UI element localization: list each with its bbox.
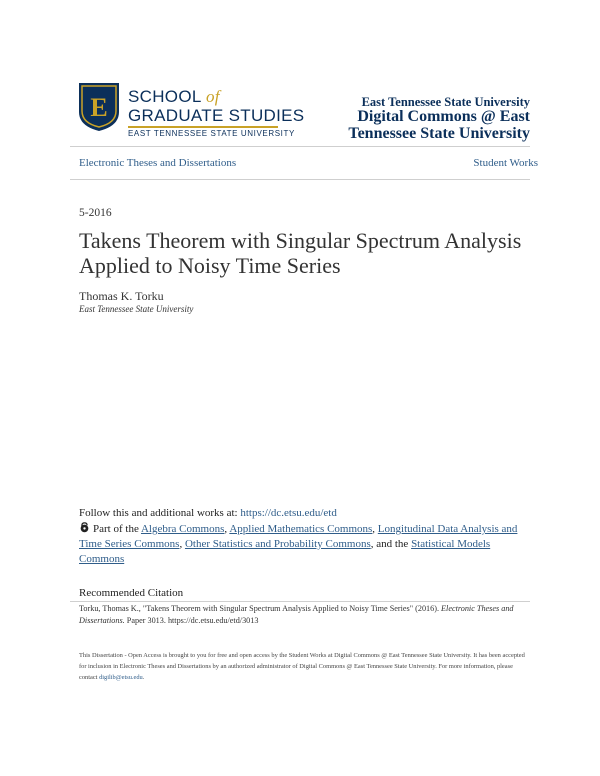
follow-label: Follow this and additional works at: bbox=[79, 507, 238, 519]
separator: , bbox=[372, 523, 376, 535]
contact-email-link[interactable]: digilib@etsu.edu bbox=[99, 674, 143, 681]
etd-link[interactable]: https://dc.etsu.edu/etd bbox=[240, 507, 337, 519]
citation-main: Torku, Thomas K., "Takens Theorem with Singular Spectrum Analysis Applied to Noisy Time Series" (2016). bbox=[79, 604, 439, 613]
logo-university: EAST TENNESSEE STATE UNIVERSITY bbox=[128, 129, 295, 138]
separator: , bbox=[179, 538, 183, 550]
citation-divider bbox=[70, 601, 530, 602]
follow-line bbox=[79, 507, 337, 519]
citation-journal: Electronic Theses and Dissertations. bbox=[79, 604, 514, 625]
author-name: Thomas K. Torku bbox=[79, 289, 164, 303]
logo-school-of bbox=[128, 87, 220, 107]
citation-heading: Recommended Citation bbox=[79, 587, 184, 599]
logo-of-text: of bbox=[206, 87, 220, 106]
applied-mathematics-commons-link[interactable]: Applied Mathematics Commons bbox=[229, 523, 373, 535]
breadcrumb-theses[interactable]: Electronic Theses and Dissertations bbox=[79, 157, 237, 169]
shield-letter: E bbox=[90, 93, 108, 122]
longitudinal-data-commons-link[interactable]: Longitudinal Data Analysis and Time Series Commons bbox=[79, 523, 518, 550]
algebra-commons-link[interactable]: Algebra Commons bbox=[140, 523, 225, 535]
publication-date: 5-2016 bbox=[79, 207, 112, 219]
citation-text bbox=[79, 603, 529, 627]
separator: , bbox=[224, 523, 228, 535]
open-access-icon bbox=[79, 522, 90, 533]
part-of-prefix: Part of the bbox=[93, 523, 139, 535]
document-title: Takens Theorem with Singular Spectrum Analysis Applied to Noisy Time Series bbox=[79, 228, 522, 278]
citation-tail: Paper 3013. https://dc.etsu.edu/etd/3013 bbox=[126, 616, 259, 625]
access-notice bbox=[79, 650, 529, 683]
breadcrumb-divider bbox=[70, 179, 530, 180]
etsu-shield-icon bbox=[78, 82, 120, 132]
period: . bbox=[142, 674, 145, 681]
other-statistics-commons-link[interactable]: Other Statistics and Probability Commons bbox=[184, 538, 371, 550]
institution-name: East Tennessee State University bbox=[361, 95, 530, 109]
header-divider bbox=[70, 146, 530, 147]
logo-school-text: SCHOOL bbox=[128, 87, 201, 106]
repository-name[interactable]: Digital Commons @ East Tennessee State University bbox=[348, 108, 530, 142]
part-of-commons bbox=[79, 522, 529, 567]
logo-graduate-studies: GRADUATE STUDIES bbox=[128, 106, 305, 125]
access-notice-text: This Dissertation - Open Access is brought to you for free and open access by the Student Works at Digital Commons @ East Tennessee State University. It has been accepted for inclusion in Electronic Theses and Dissertations by an authorized administrator of Digital Commons @ East Tennessee State University. For more information, please contact bbox=[79, 652, 525, 681]
statistical-models-commons-link[interactable]: Statistical Models Commons bbox=[79, 538, 491, 565]
author-affiliation: East Tennessee State University bbox=[79, 304, 194, 314]
breadcrumb-student-works[interactable]: Student Works bbox=[473, 157, 538, 169]
separator-and: , and the bbox=[370, 538, 409, 550]
logo-divider bbox=[128, 126, 278, 128]
